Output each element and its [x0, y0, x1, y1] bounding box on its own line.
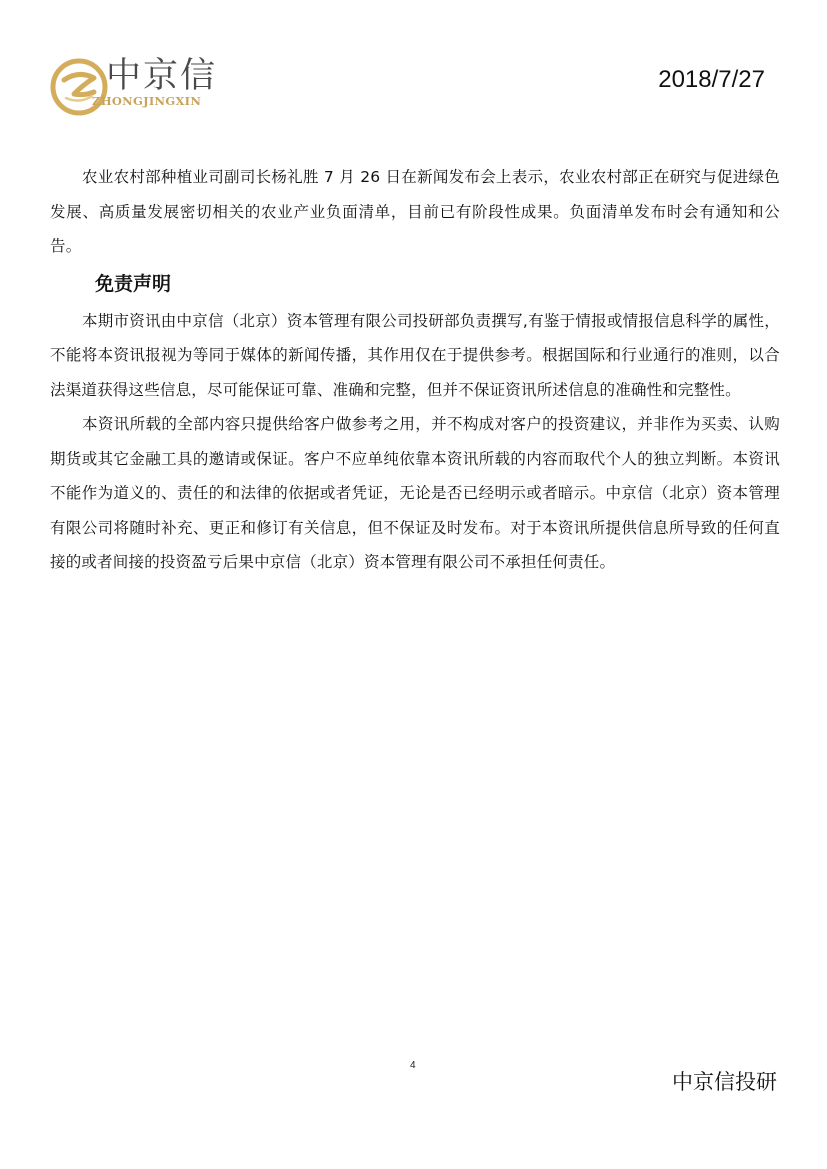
disclaimer-paragraph-1: 本期市资讯由中京信（北京）资本管理有限公司投研部负责撰写,有鉴于情报或情报信息科学的属性，不能将本资讯报视为等同于媒体的新闻传播，其作用仅在于提供参考。根据国际和行业通行的准则，以合法渠道获得这些信息，尽可能保证可靠、准确和完整，但并不保证资讯所述信息的准确性和完整性。	[50, 311, 780, 399]
disclaimer-paragraph-2: 本资讯所载的全部内容只提供给客户做参考之用，并不构成对客户的投资建议，并非作为买卖、认购期货或其它金融工具的邀请或保证。客户不应单纯依靠本资讯所载的内容而取代个人的独立判断。本资讯不能作为道义的、责任的和法律的依据或者凭证，无论是否已经明示或者暗示。中京信（北京）资本管理有限公司将随时补充、更正和修订有关信息，但不保证及时发布。对于本资讯所提供信息所导致的任何直接的或者间接的投资盈亏后果中京信（北京）资本管理有限公司不承担任何责任。	[50, 415, 780, 571]
logo-english-name: ZHONGJINGXIN	[92, 94, 202, 108]
report-date: 2018/7/27	[658, 66, 765, 93]
page-number: 4	[410, 1060, 416, 1071]
footer-brand: 中京信投研	[672, 1070, 777, 1094]
news-paragraph: 农业农村部种植业司副司长杨礼胜 7 月 26 日在新闻发布会上表示，农业农村部正在研究与促进绿色发展、高质量发展密切相关的农业产业负面清单，目前已有阶段性成果。负面清单发布时会有通知和公告。	[50, 168, 780, 255]
document-body	[50, 160, 780, 580]
company-logo	[50, 56, 240, 118]
logo-chinese-name: 中京信	[106, 56, 218, 96]
disclaimer-heading: 免责声明	[95, 272, 172, 295]
